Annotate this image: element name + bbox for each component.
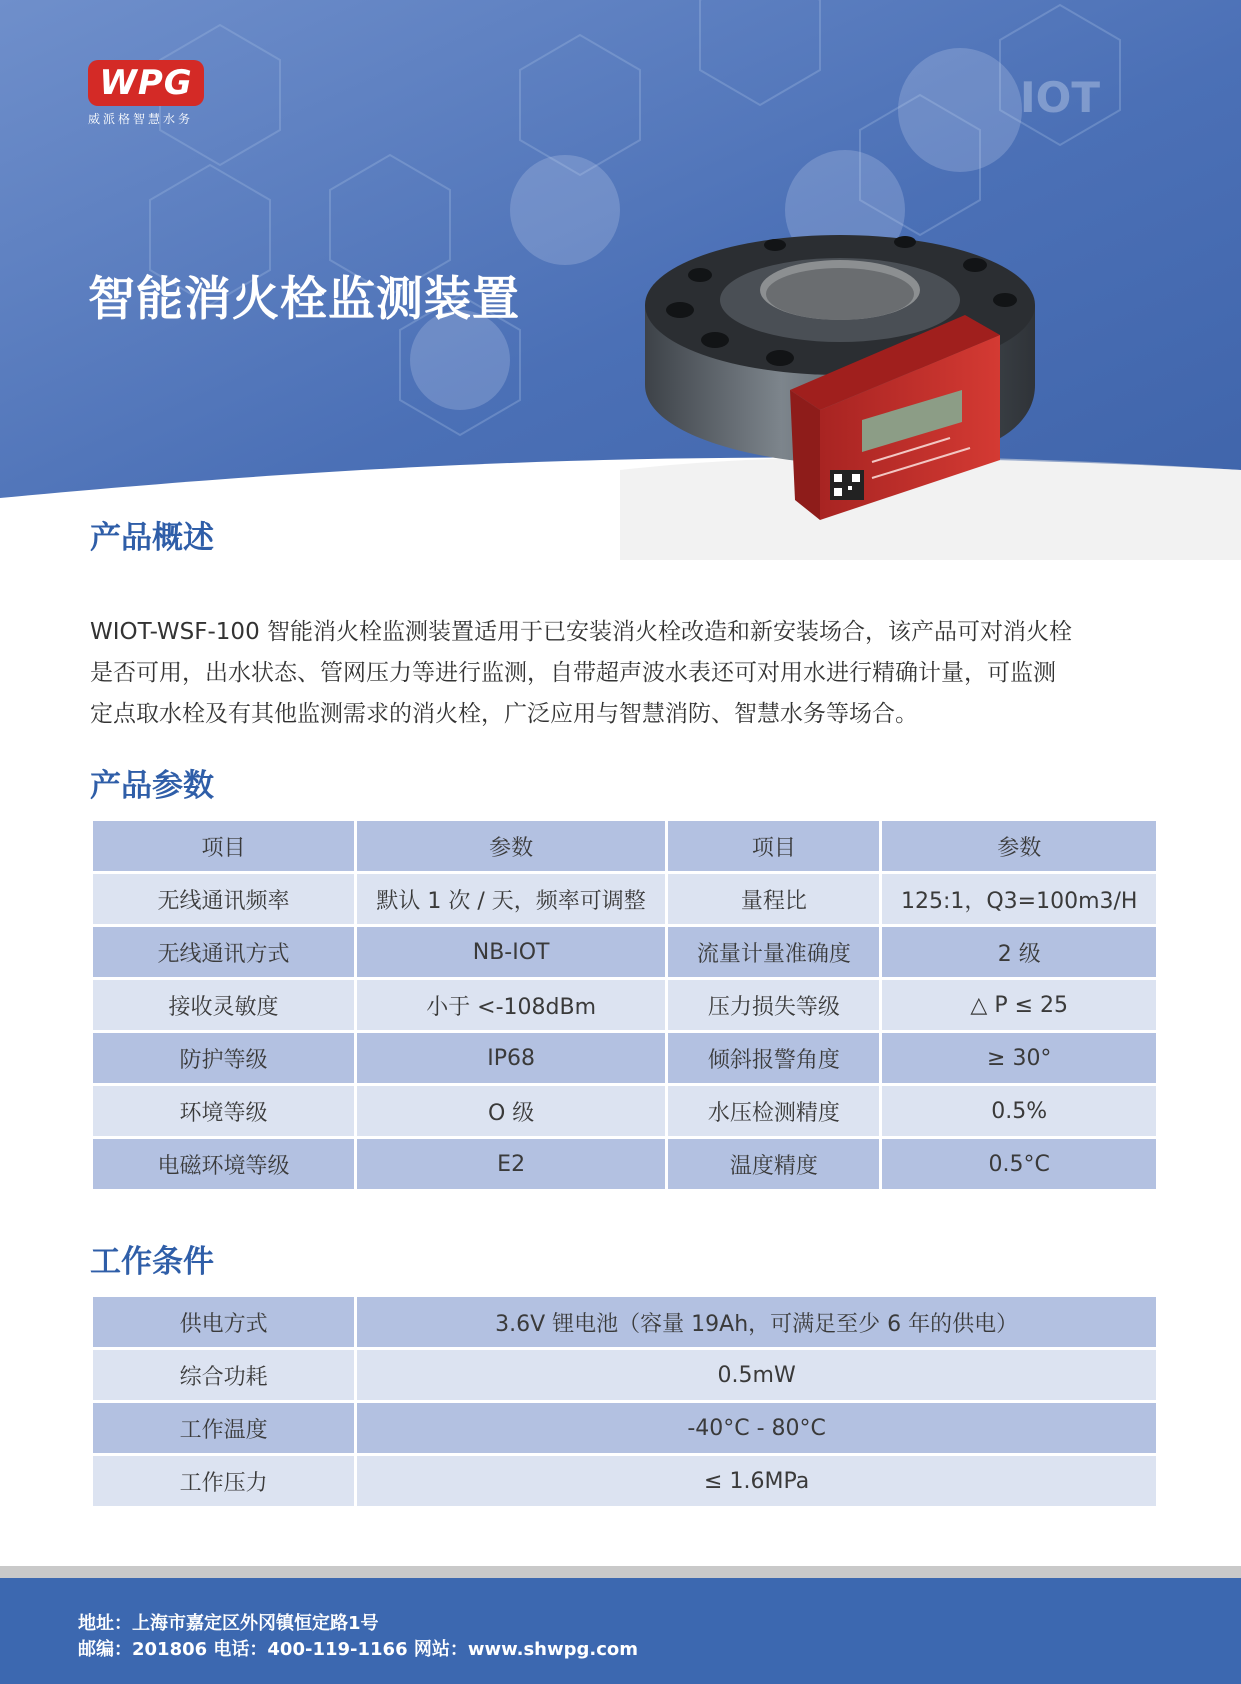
table-cell: 环境等级	[93, 1086, 354, 1136]
device-image	[640, 230, 1090, 560]
table-row	[93, 1297, 1156, 1347]
table-cell: E2	[357, 1139, 665, 1189]
table-cell: 工作温度	[93, 1403, 354, 1453]
table-row	[93, 1086, 1156, 1136]
overview-paragraph	[90, 612, 1155, 735]
table-cell: 工作压力	[93, 1456, 354, 1506]
table-cell: IP68	[357, 1033, 665, 1083]
table-cell: 水压检测精度	[668, 1086, 879, 1136]
brand-logo	[88, 60, 204, 127]
table-cell: 接收灵敏度	[93, 980, 354, 1030]
table-cell: 2 级	[882, 927, 1156, 977]
table-cell: 3.6V 锂电池（容量 19Ah，可满足至少 6 年的供电）	[357, 1297, 1156, 1347]
table-cell: O 级	[357, 1086, 665, 1136]
table-cell: 综合功耗	[93, 1350, 354, 1400]
table-cell: ≤ 1.6MPa	[357, 1456, 1156, 1506]
table-cell: 0.5mW	[357, 1350, 1156, 1400]
footer-address: 地址：上海市嘉定区外冈镇恒定路1号	[78, 1613, 379, 1634]
table-row	[93, 980, 1156, 1030]
table-cell: 倾斜报警角度	[668, 1033, 879, 1083]
table-row	[93, 874, 1156, 924]
table-row	[93, 1033, 1156, 1083]
footer-divider	[0, 1566, 1241, 1578]
overview-line: WIOT-WSF-100 智能消火栓监测装置适用于已安装消火栓改造和新安装场合，该产品可对消火栓	[90, 619, 1073, 645]
table-cell: 电磁环境等级	[93, 1139, 354, 1189]
page-title: 智能消火栓监测装置	[88, 272, 520, 327]
logo-badge: WPG	[88, 60, 204, 106]
table-row	[93, 927, 1156, 977]
logo-subtitle: 威派格智慧水务	[88, 112, 194, 126]
table-cell: △ P ≤ 25	[882, 980, 1156, 1030]
table-cell: 压力损失等级	[668, 980, 879, 1030]
overview-line: 定点取水栓及有其他监测需求的消火栓，广泛应用与智慧消防、智慧水务等场合。	[90, 701, 918, 727]
footer-contact: 邮编：201806 电话：400-119-1166 网站：www.shwpg.com	[78, 1639, 638, 1660]
params-heading: 产品参数	[90, 768, 214, 804]
table-cell: 默认 1 次 / 天，频率可调整	[357, 874, 665, 924]
table-cell: 流量计量准确度	[668, 927, 879, 977]
table-cell: 0.5°C	[882, 1139, 1156, 1189]
hero-banner	[0, 0, 1241, 560]
conditions-table	[90, 1294, 1159, 1509]
table-cell: 防护等级	[93, 1033, 354, 1083]
table-row	[93, 1456, 1156, 1506]
svg-text:IOT: IOT	[1020, 73, 1100, 122]
table-cell: 无线通讯频率	[93, 874, 354, 924]
table-cell: 无线通讯方式	[93, 927, 354, 977]
overview-line: 是否可用，出水状态、管网压力等进行监测，自带超声波水表还可对用水进行精确计量，可监测	[90, 660, 1056, 686]
table-row	[93, 1350, 1156, 1400]
table-header-cell: 项目	[93, 821, 354, 871]
table-row	[93, 1139, 1156, 1189]
table-cell: 0.5%	[882, 1086, 1156, 1136]
table-row	[93, 1403, 1156, 1453]
table-cell: 供电方式	[93, 1297, 354, 1347]
conditions-heading: 工作条件	[90, 1244, 214, 1280]
table-cell: 小于 <-108dBm	[357, 980, 665, 1030]
table-header-cell: 项目	[668, 821, 879, 871]
table-cell: ≥ 30°	[882, 1033, 1156, 1083]
table-cell: NB-IOT	[357, 927, 665, 977]
table-header-cell: 参数	[357, 821, 665, 871]
table-cell: 量程比	[668, 874, 879, 924]
table-cell: 温度精度	[668, 1139, 879, 1189]
table-header-row	[93, 821, 1156, 871]
table-cell: -40°C - 80°C	[357, 1403, 1156, 1453]
overview-heading: 产品概述	[90, 520, 214, 556]
table-cell: 125:1，Q3=100m3/H	[882, 874, 1156, 924]
footer	[0, 1578, 1241, 1684]
params-table	[90, 818, 1159, 1192]
table-header-cell: 参数	[882, 821, 1156, 871]
